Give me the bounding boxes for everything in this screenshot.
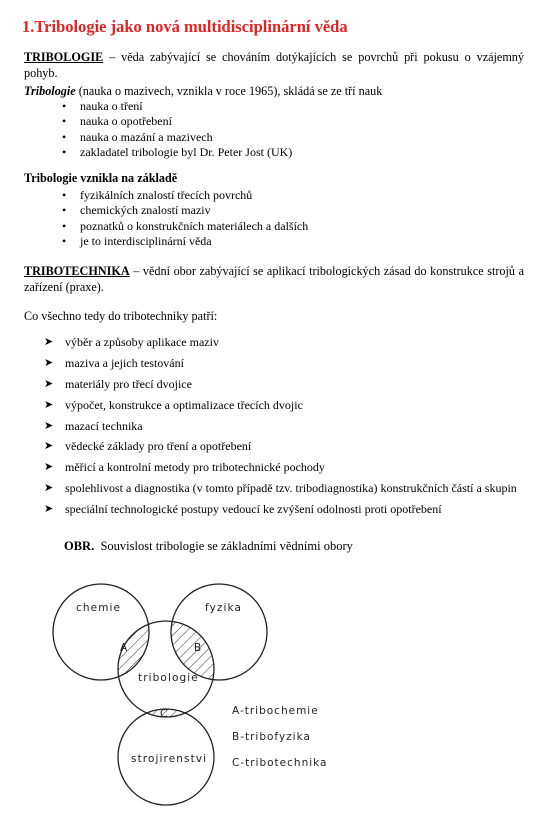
arrow-bullet-icon: ➤ [44,419,54,432]
arrow-bullet-icon: ➤ [44,461,54,474]
figure-caption-text: Souvislost tribologie se základními vědními obory [100,539,353,553]
label-chemie: chemie [76,602,122,614]
term-tribotechnika: TRIBOTECHNIKA [24,264,130,278]
list-item: ➤ výpočet, konstrukce a optimalizace třecích dvojic [44,395,517,416]
nauky-list [62,99,292,161]
arrow-bullet-icon: ➤ [44,356,54,369]
label-tribologie: tribologie [138,672,199,684]
vznikla-heading: Tribologie vznikla na základě [24,171,178,185]
definition-text: – vědní obor zabývající se aplikací tribologických zásad do konstrukce strojů a zařízení (praxe). [24,264,524,294]
tribologie-definition [24,50,524,81]
list-item: • je to interdisciplinární věda [62,234,308,249]
arrow-bullet-icon: ➤ [44,377,54,390]
list-item: • nauka o opotřebení [62,114,292,129]
tribologie-note [24,84,382,100]
label-region-a: A [120,642,129,654]
legend-item-c: C-tribotechnika [232,757,328,769]
list-item: ➤ speciální technologické postupy vedoucí ke zvýšení odolnosti proti opotřebení [44,499,517,520]
co-vsechno-text: Co všechno tedy do tribotechniky patří: [24,309,218,323]
tribotechnika-definition [24,264,524,295]
page-title: 1.Tribologie jako nová multidisciplinární věda [22,17,348,36]
list-item: ➤ mazací technika [44,416,517,437]
list-item: • poznatků o konstrukčních materiálech a dalších [62,219,308,234]
term-tribologie-italic: Tribologie [24,84,76,98]
arrow-bullet-icon: ➤ [44,336,54,348]
arrow-bullet-icon: ➤ [44,398,54,411]
list-item: ➤ materiály pro třecí dvojice [44,374,517,395]
list-item: • nauka o tření [62,99,292,114]
list-item: ➤ vědecké základy pro tření a opotřebení [44,436,517,457]
label-region-c: C [160,708,169,720]
arrow-bullet-icon: ➤ [44,503,54,516]
term-tribologie: TRIBOLOGIE [24,50,104,64]
figure-label: OBR. [64,539,95,553]
arrow-bullet-icon: ➤ [44,440,54,453]
legend-item-b: B-tribofyzika [232,731,311,743]
label-strojirenstvi: strojirenstvi [131,753,208,765]
list-item: • fyzikálních znalostí třecích povrchů [62,188,308,203]
figure-caption [64,539,353,554]
list-item: • nauka o mazání a mazivech [62,130,292,145]
list-item: ➤ maziva a jejich testování [44,353,517,374]
definition-text: – věda zabývající se chováním dotýkajících se povrchů při pokusu o vzájemný pohyb. [24,50,524,80]
list-item: ➤ výběr a způsoby aplikace maziv [44,332,517,353]
label-region-b: B [194,642,203,654]
list-item: ➤ spolehlivost a diagnostika (v tomto případě tzv. tribodiagnostika) konstrukčních částí a skupin [44,478,517,499]
arrow-bullet-icon: ➤ [44,482,54,495]
list-item: ➤ měřicí a kontrolní metody pro tribotechnické pochody [44,457,517,478]
label-fyzika: fyzika [205,602,243,614]
list-item: • chemických znalostí maziv [62,203,308,218]
zaklady-list [62,188,308,250]
note-text: (nauka o mazivech, vznikla v roce 1965), skládá se ze tří nauk [75,84,383,98]
legend-item-a: A-tribochemie [232,705,319,717]
tribotechnika-list [44,332,517,520]
list-item: • zakladatel tribologie byl Dr. Peter Jost (UK) [62,145,292,160]
